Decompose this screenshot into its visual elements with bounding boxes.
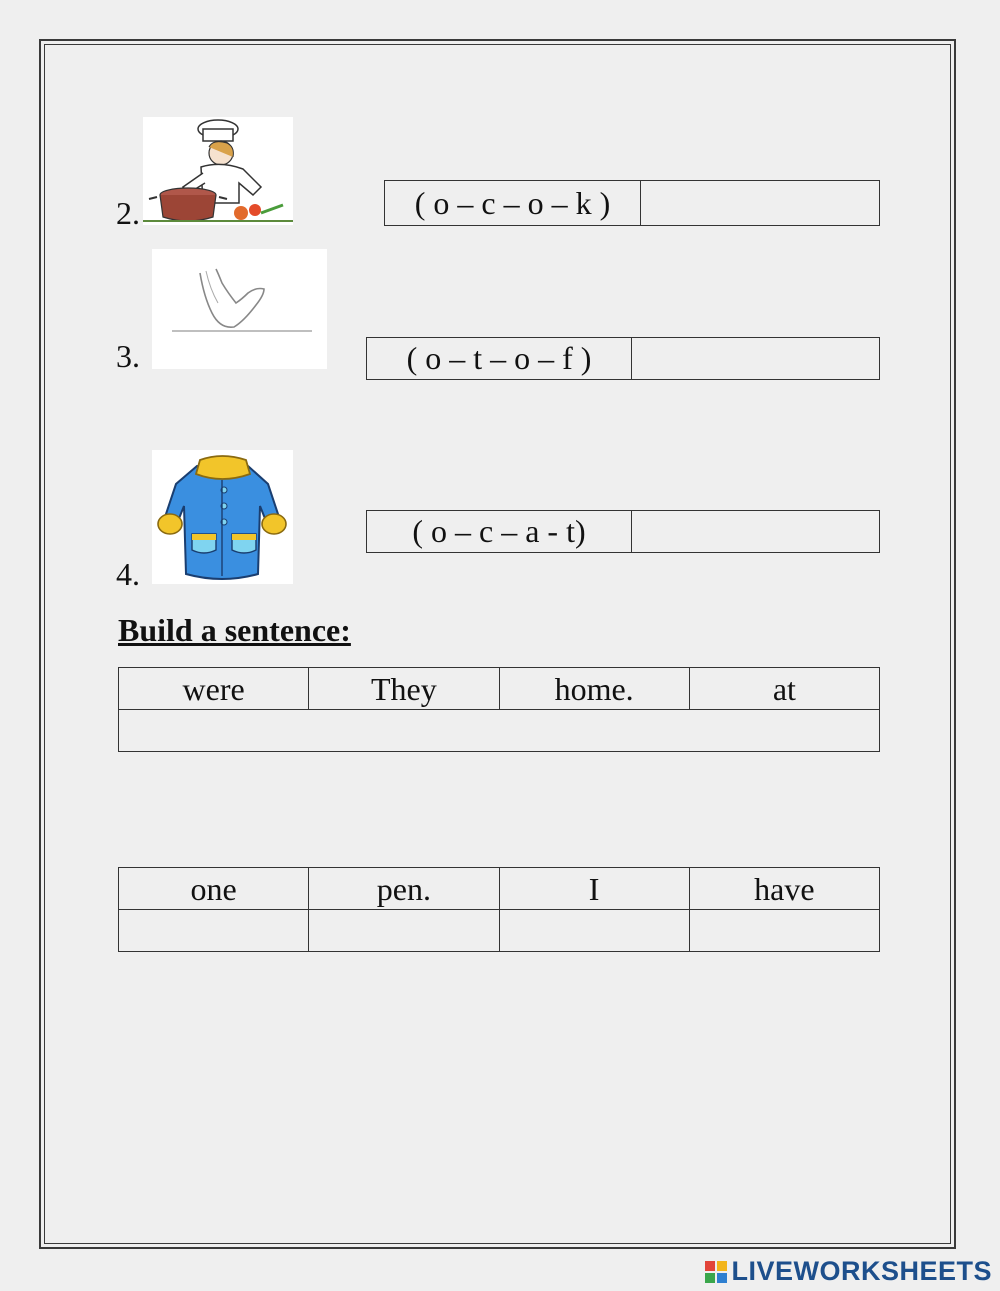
- word-row: [119, 668, 880, 710]
- scramble-box-foot: [366, 337, 880, 380]
- logo-blocks-icon: [705, 1261, 727, 1283]
- item-number: 4.: [116, 556, 140, 592]
- scrambled-letters: ( o – c – a - t): [367, 511, 632, 552]
- sentence-table-2: [118, 867, 880, 952]
- sentence-answer-input[interactable]: [119, 710, 880, 752]
- word-tile[interactable]: pen.: [309, 868, 499, 910]
- word-tile[interactable]: one: [119, 868, 309, 910]
- answer-slot[interactable]: [499, 910, 689, 952]
- answer-row: [119, 910, 880, 952]
- sentence-table-1: [118, 667, 880, 752]
- answer-input[interactable]: [632, 338, 879, 379]
- word-row: [119, 868, 880, 910]
- coat-image: [152, 450, 293, 584]
- answer-slot[interactable]: [689, 910, 879, 952]
- chef-image: [143, 117, 293, 225]
- section-heading: Build a sentence:: [118, 612, 351, 648]
- word-tile[interactable]: They: [309, 668, 499, 710]
- scramble-box-coat: [366, 510, 880, 553]
- word-tile[interactable]: home.: [499, 668, 689, 710]
- brand-name: LIVEWORKSHEETS: [731, 1256, 992, 1286]
- foot-image: [152, 249, 327, 369]
- answer-row: [119, 710, 880, 752]
- answer-slot[interactable]: [309, 910, 499, 952]
- scrambled-letters: ( o – t – o – f ): [367, 338, 632, 379]
- scrambled-letters: ( o – c – o – k ): [385, 181, 641, 225]
- word-tile[interactable]: were: [119, 668, 309, 710]
- word-tile[interactable]: at: [689, 668, 879, 710]
- word-tile[interactable]: I: [499, 868, 689, 910]
- item-number: 2.: [116, 195, 140, 231]
- item-number: 3.: [116, 338, 140, 374]
- answer-input[interactable]: [632, 511, 879, 552]
- answer-input[interactable]: [641, 181, 879, 225]
- scramble-box-cook: [384, 180, 880, 226]
- answer-slot[interactable]: [119, 910, 309, 952]
- liveworksheets-logo: [705, 1256, 992, 1287]
- word-tile[interactable]: have: [689, 868, 879, 910]
